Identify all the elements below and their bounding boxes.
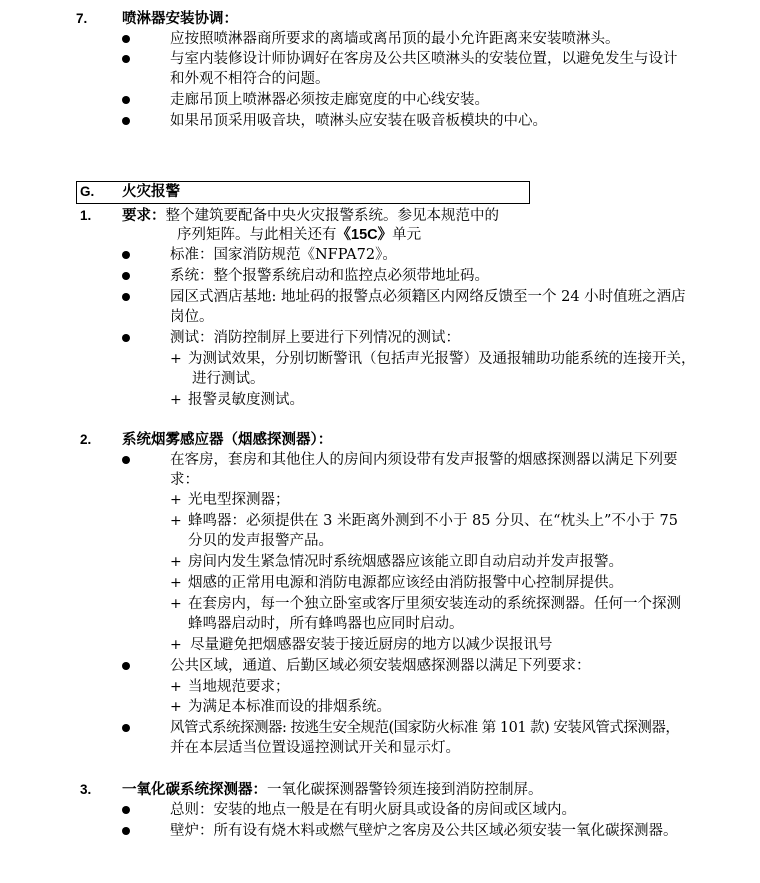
sub-item-continued: 分贝的发声报警产品。	[188, 533, 333, 549]
bullet-icon	[122, 55, 130, 63]
list-item: 走廊吊顶上喷淋器必须按走廊宽度的中心线安装。	[170, 92, 489, 108]
list-item: 风管式系统探测器: 按逃生安全规范(国家防火标准 第 101 款) 安装风管式探测器，	[170, 720, 680, 736]
item-title: 系统烟雾感应器（烟感探测器）：	[122, 431, 333, 448]
bullet-icon	[122, 117, 130, 125]
section-title: 火灾报警	[122, 183, 180, 200]
requirement-text	[122, 205, 499, 227]
list-item-continued: 和外观不相符合的问题。	[170, 71, 330, 87]
plus-icon: +	[170, 575, 182, 591]
sub-item: 尽量避免把烟感器安装于接近厨房的地方以减少误报讯号	[190, 637, 553, 653]
list-item-continued: 并在本层适当位置设遥控测试开关和显示灯。	[170, 740, 460, 756]
list-item-continued: 岗位。	[170, 309, 214, 325]
requirement-body: 序列矩阵。与此相关还有	[177, 227, 337, 243]
bullet-icon	[122, 806, 130, 814]
bullet-icon	[122, 724, 130, 732]
sub-item: 为测试效果，分别切断警讯（包括声光报警）及通报辅助功能系统的连接开关，	[188, 351, 696, 367]
bullet-icon	[122, 35, 130, 43]
sub-item: 为满足本标准而设的排烟系统。	[188, 699, 391, 715]
requirement-label: 要求：	[122, 207, 166, 224]
list-item: 测试：消防控制屏上要进行下列情况的测试：	[170, 330, 460, 346]
sub-item: 烟感的正常用电源和消防电源都应该经由消防报警中心控制屏提供。	[188, 575, 623, 591]
bullet-icon	[122, 662, 130, 670]
list-item: 壁炉：所有设有烧木料或燃气壁炉之客房及公共区域必须安装一氧化碳探测器。	[170, 823, 678, 839]
bullet-icon	[122, 456, 130, 464]
item-body: 一氧化碳探测器警铃须连接到消防控制屏。	[267, 782, 543, 798]
list-item: 公共区域，通道、后勤区域必须安装烟感探测器以满足下列要求：	[170, 658, 591, 674]
item-number: 1.	[80, 208, 92, 223]
bullet-icon	[122, 96, 130, 104]
plus-icon: +	[170, 699, 182, 715]
list-item: 系统：整个报警系统启动和监控点必须带地址码。	[170, 268, 489, 284]
list-item: 在客房，套房和其他住人的房间内须设带有发声报警的烟感探测器以满足下列要	[170, 452, 678, 468]
plus-icon: +	[170, 554, 182, 570]
plus-icon: +	[170, 596, 182, 612]
requirement-body: 单元	[392, 227, 422, 243]
requirement-text-continued	[177, 225, 421, 246]
sub-item: 蜂鸣器：必须提供在 3 米距离外测到不小于 85 分贝、在“枕头上”不小于 75	[188, 513, 678, 529]
bullet-icon	[122, 827, 130, 835]
requirement-body: 整个建筑要配备中央火灾报警系统。参见本规范中的	[165, 208, 499, 224]
list-item: 园区式酒店基地: 地址码的报警点必须籍区内网络反馈至一个 24 小时值班之酒店	[170, 289, 686, 305]
bullet-icon	[122, 334, 130, 342]
list-item-continued: 求：	[170, 472, 199, 488]
list-item: 总则：安装的地点一般是在有明火厨具或设备的房间或区域内。	[170, 802, 576, 818]
plus-icon: +	[170, 351, 182, 367]
bullet-icon	[122, 272, 130, 280]
plus-icon: +	[170, 679, 182, 695]
sub-item: 光电型探测器；	[188, 492, 290, 508]
bullet-icon	[122, 293, 130, 301]
sub-item-continued: 进行测试。	[192, 371, 265, 387]
item-title: 一氧化碳系统探测器：	[122, 781, 267, 798]
plus-icon: +	[170, 637, 182, 653]
item-text	[122, 779, 543, 801]
sub-item-continued: 蜂鸣器启动时，所有蜂鸣器也应同时启动。	[188, 616, 464, 632]
plus-icon: +	[170, 492, 182, 508]
section-number: 7.	[76, 11, 88, 26]
plus-icon: +	[170, 392, 182, 408]
list-item: 标准：国家消防规范《NFPA72》。	[170, 247, 397, 263]
sub-item: 报警灵敏度测试。	[188, 392, 304, 408]
reference: 《15C》	[336, 227, 393, 243]
bullet-icon	[122, 251, 130, 259]
list-item: 与室内装修设计师协调好在客房及公共区喷淋头的安装位置，以避免发生与设计	[170, 51, 678, 67]
sub-item: 当地规范要求；	[188, 679, 290, 695]
item-number: 2.	[80, 432, 92, 447]
item-number: 3.	[80, 782, 92, 797]
list-item: 应按照喷淋器商所要求的离墙或离吊顶的最小允许距离来安装喷淋头。	[170, 31, 620, 47]
sub-item: 在套房内，每一个独立卧室或客厅里须安装连动的系统探测器。任何一个探测	[188, 596, 681, 612]
section-letter: G.	[80, 184, 95, 199]
list-item: 如果吊顶采用吸音块，喷淋头应安装在吸音板模块的中心。	[170, 113, 547, 129]
section-title: 喷淋器安装协调：	[122, 10, 238, 27]
sub-item: 房间内发生紧急情况时系统烟感器应该能立即自动启动并发声报警。	[188, 554, 623, 570]
plus-icon: +	[170, 513, 182, 529]
